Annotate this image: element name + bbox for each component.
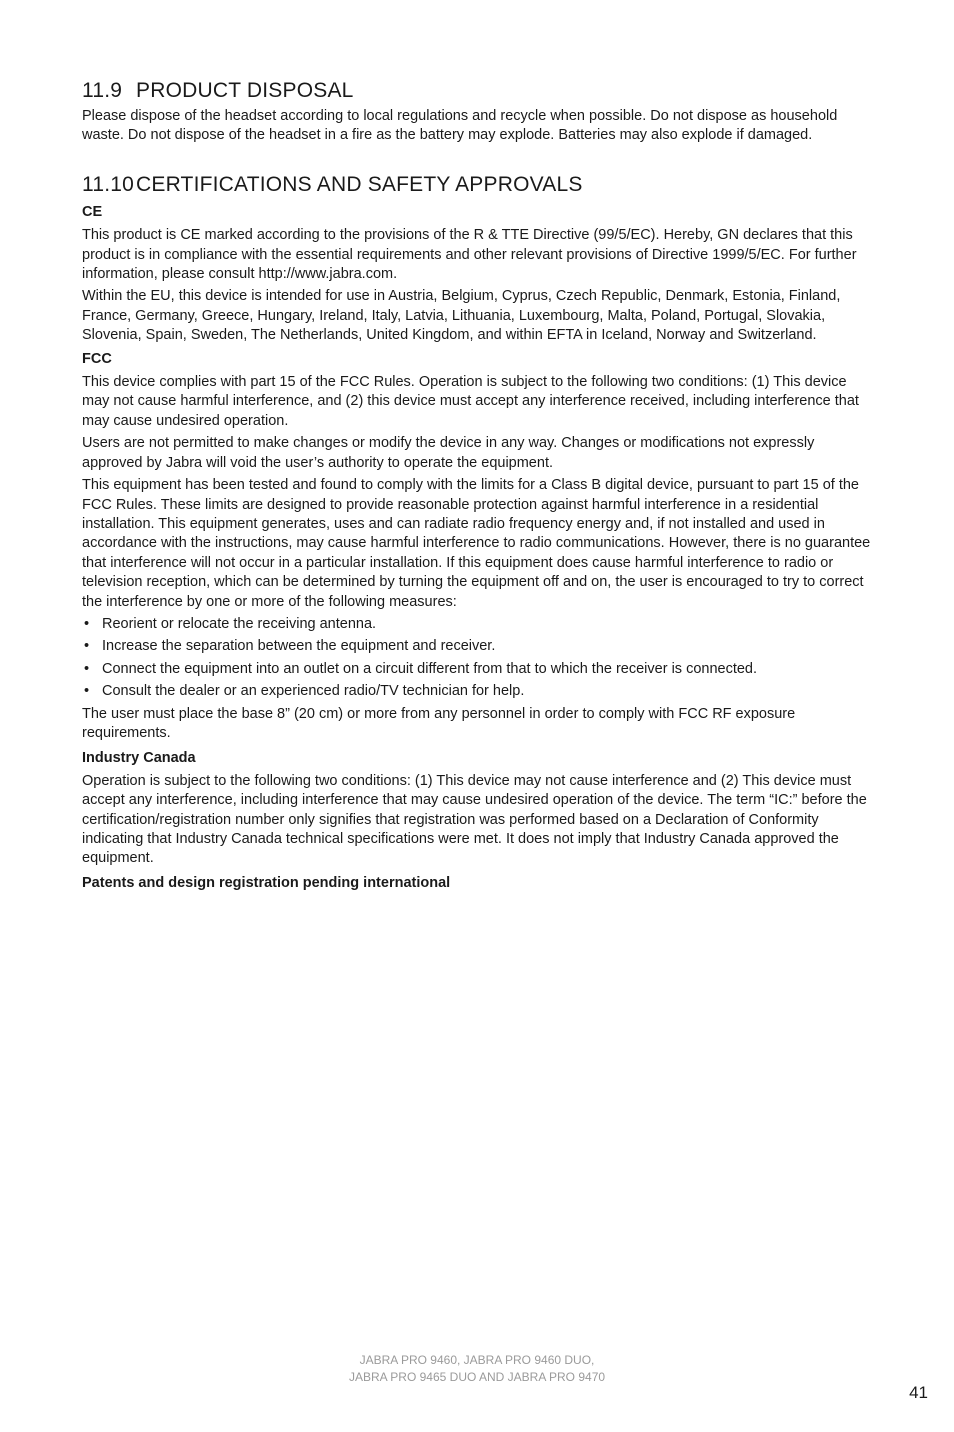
patents-notice: Patents and design registration pending international xyxy=(82,874,451,891)
ce-paragraph: This product is CE marked according to the provisions of the R & TTE Directive (99/5/EC). Hereby, GN declares that this product is in compliance with the essential requirements and other relevant provisions of Directive 1999/5/EC. For further information, please consult http://www.jabra.com. xyxy=(82,227,857,283)
list-item xyxy=(82,682,874,701)
footer-line: JABRA PRO 9465 DUO AND JABRA PRO 9470 xyxy=(348,1370,606,1384)
section-title: PRODUCT DISPOSAL xyxy=(136,79,354,102)
list-item xyxy=(82,660,874,679)
fcc-measures-list xyxy=(82,615,874,702)
fcc-heading: FCC xyxy=(82,350,112,367)
bullet-icon: • xyxy=(84,660,90,677)
section-number: 11.9 xyxy=(82,79,123,102)
list-item-text: Increase the separation between the equipment and receiver. xyxy=(102,638,496,655)
list-item xyxy=(82,615,874,634)
ce-eu-paragraph: Within the EU, this device is intended for use in Austria, Belgium, Cyprus, Czech Republic, Denmark, Estonia, Finland, France, Germany, Greece, Hungary, Ireland, Italy, Latvia, Lithuania, Luxembourg, Malta, Poland, Portugal, Slovakia, Slovenia, Spain, Sweden, The Netherlands, United Kingdom, and within EFTA in Iceland, Norway and Switzerland. xyxy=(82,288,841,344)
industry-canada-paragraph: Operation is subject to the following two conditions: (1) This device may not cause interference and (2) This device must accept any interference, including interference that may cause undesired operation of the device. The term “IC:” before the certification/registration number only signifies that registration was performed based on a Declaration of Conformity indicating that Industry Canada technical specifications were met. It does not imply that Industry Canada approved the equipment. xyxy=(82,772,867,867)
section-heading-product-disposal xyxy=(82,78,874,104)
fcc-paragraph-2: Users are not permitted to make changes or modify the device in any way. Changes or modifications not expressly approved by Jabra will void the user’s authority to operate the equipment. xyxy=(82,435,815,471)
disposal-paragraph: Please dispose of the headset according to local regulations and recycle when possible. Do not dispose as household waste. Do not dispose of the headset in a fire as the battery may explode. Batteries may also explode if damaged. xyxy=(82,108,838,144)
footer-line: JABRA PRO 9460, JABRA PRO 9460 DUO, xyxy=(359,1353,595,1367)
list-item-text: Reorient or relocate the receiving antenna. xyxy=(102,615,377,632)
section-title: CERTIFICATIONS AND SAFETY APPROVALS xyxy=(136,172,583,196)
bullet-icon: • xyxy=(84,638,90,655)
footer-product-names xyxy=(0,1352,954,1386)
list-item-text: Consult the dealer or an experienced radio/TV technician for help. xyxy=(102,683,525,700)
page-number: 41 xyxy=(909,1383,928,1402)
fcc-paragraph-1: This device complies with part 15 of the FCC Rules. Operation is subject to the following two conditions: (1) This device may not cause harmful interference, and (2) this device must accept any interference received, including interference that may cause undesired operation. xyxy=(82,374,859,429)
bullet-icon: • xyxy=(84,683,90,700)
bullet-icon: • xyxy=(84,615,90,632)
fcc-paragraph-3: This equipment has been tested and found to comply with the limits for a Class B digital device, pursuant to part 15 of the FCC Rules. These limits are designed to provide reasonable protection against harmful interference in a residential installation. This equipment generates, uses and can radiate radio frequency energy and, if not installed and used in accordance with the instructions, may cause harmful interference to radio communications. However, there is no guarantee that interference will not occur in a particular installation. If this equipment does cause harmful interference to radio or television reception, which can be determined by turning the equipment off and on, the user is encouraged to try to correct the interference by one or more of the following measures: xyxy=(82,477,871,610)
ce-heading: CE xyxy=(82,203,103,220)
list-item xyxy=(82,637,874,656)
page-content xyxy=(82,78,874,893)
section-heading-certifications xyxy=(82,172,874,198)
list-item-text: Connect the equipment into an outlet on a circuit different from that to which the receiver is connected. xyxy=(102,660,758,677)
industry-canada-heading: Industry Canada xyxy=(82,750,196,767)
fcc-paragraph-4: The user must place the base 8” (20 cm) or more from any personnel in order to comply with FCC RF exposure requirements. xyxy=(82,705,796,741)
section-number: 11.10 xyxy=(82,172,134,196)
